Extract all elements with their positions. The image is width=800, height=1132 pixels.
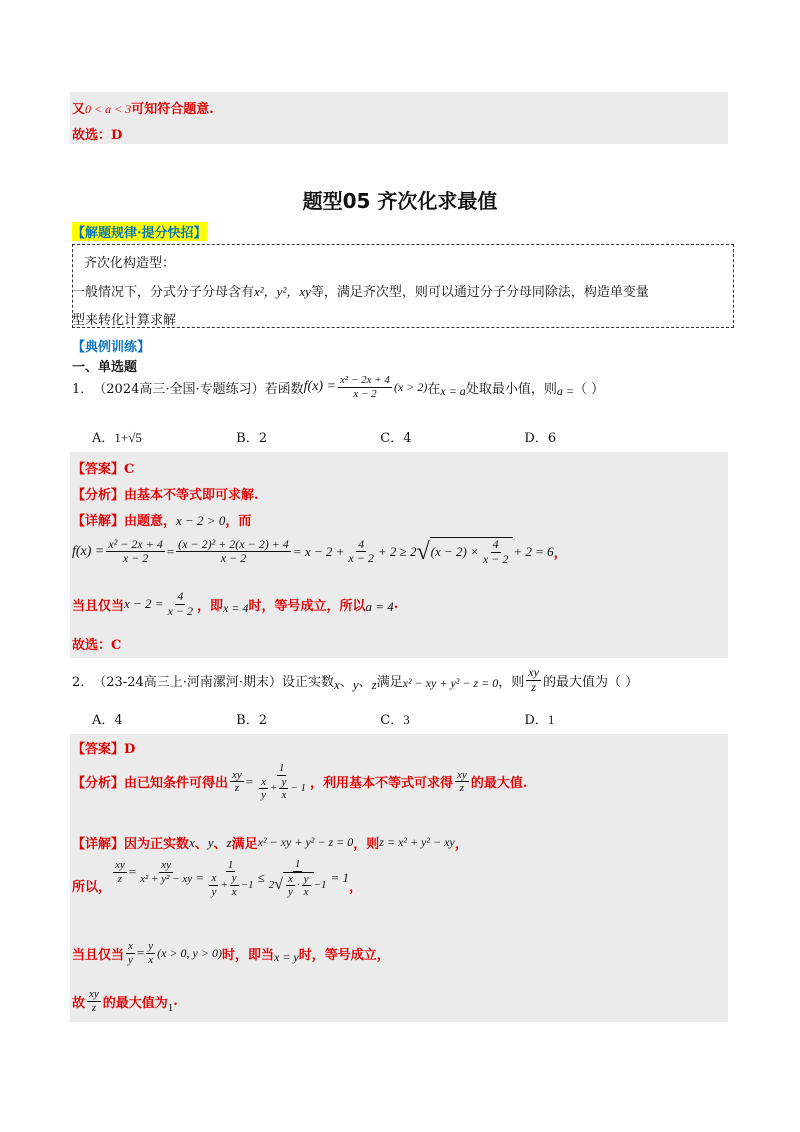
q2-option-a[interactable]: A．4 xyxy=(92,713,123,728)
q2-analysis: 【分析】由已知条件可得出 $\frac{xy}{z}$ = 1 $\frac{x}{y}$ + $\frac{y}{x}$ − 1 ，利用基本不等式可求得 $\frac{xy}{z}$ 的最大值. xyxy=(72,762,528,802)
q2-so-equation: 所以， $\frac{xy}{z}$ = $\frac{xy}{\text{x² + y² − xy}}$ = 1 $\frac{x}{y}$ + $\frac{y}{x}$ −1 ≤ 1 2 √ $\frac{x}{y}$ · $\frac{y}{x}$ −1 = 1 ， xyxy=(72,858,363,899)
q2-options xyxy=(92,709,554,728)
q1-choose: 故选：C xyxy=(72,638,122,653)
q2-detail: 【详解】因为正实数 x 、 y 、 z 满足 x² − xy + y² − z = 0 ，则 z = x² + y² − xy ， xyxy=(72,834,468,852)
q1-option-d[interactable]: D．6 xyxy=(524,431,557,446)
examples-tag: 【典例训练】 xyxy=(72,340,151,355)
q1-fraction: $\frac{\text{x² − 2x + 4}}{x - 2}$ xyxy=(340,374,390,400)
top-line-1: 又0 < a < 3可知符合题意. xyxy=(72,102,214,117)
q1-detail: 【详解】由题意，x − 2 > 0，而 xyxy=(72,513,252,529)
q1-answer: 【答案】C xyxy=(72,462,135,477)
top-line-2: 故选：D xyxy=(72,128,123,143)
tips-tag: 【解题规律·提分快招】 xyxy=(72,222,207,241)
q1-option-a[interactable]: A．1+√5 xyxy=(92,430,142,446)
q1-analysis: 【分析】由基本不等式即可求解. xyxy=(72,488,259,503)
q2-answer: 【答案】D xyxy=(72,742,136,757)
q1-equation: f(x) = $\frac{\text{x² − 2x + 4}}{x - 2}$ = $\frac{\text{(x − 2)² + 2(x − 2) + 4}}{x - 2}$ = x − 2 + $\frac{4}{x - 2}$ + 2 ≥ 2 √ (x − 2) × $\frac{4}{x - 2}$ + 2 = 6 ， xyxy=(72,536,567,566)
q2-option-c[interactable]: C．3 xyxy=(380,712,410,728)
question-2: 2． （23-24高三上·河南漯河·期末）设正实数 x 、 y 、 z 满足 x² − xy + y² − z = 0 ，则 $\frac{xy}{z}$ 的最大值为（ ） xyxy=(72,665,639,694)
q2-option-d[interactable]: D．1 xyxy=(524,712,555,728)
q1-condition: 当且仅当 x − 2 = $\frac{4}{x - 2}$ ，即 x = 4 时，等号成立，所以 a = 4 . xyxy=(72,589,399,618)
section-title: 题型05 齐次化求最值 xyxy=(302,189,498,213)
tips-line-1: 齐次化构造型： xyxy=(84,256,176,271)
q2-condition: 当且仅当 $\frac{x}{y}$ = $\frac{y}{x}$ (x > 0, y > 0) 时，即当 x = y 时，等号成立， xyxy=(72,940,390,966)
category-heading: 一、单选题 xyxy=(72,360,138,375)
q1-option-b[interactable]: B．2 xyxy=(236,431,267,446)
q2-final: 故 $\frac{xy}{z}$ 的最大值为 1 . xyxy=(72,988,178,1015)
q1-option-c[interactable]: C．4 xyxy=(380,431,412,446)
tips-line-3: 型来转化计算求解 xyxy=(72,313,177,328)
q1-options xyxy=(92,427,556,446)
tips-line-2: 一般情况下，分式分子分母含有x²，y²，xy等，满足齐次型，则可以通过分子分母同除法，构造单变量 xyxy=(72,284,649,300)
question-1: 1． （2024高三·全国·专题练习）若函数 f(x) = $\frac{\text{x² − 2x + 4}}{x - 2}$ (x > 2) 在 x = a 处取最小值，则 a = （ ） xyxy=(72,374,605,400)
q2-option-b[interactable]: B．2 xyxy=(236,713,267,728)
